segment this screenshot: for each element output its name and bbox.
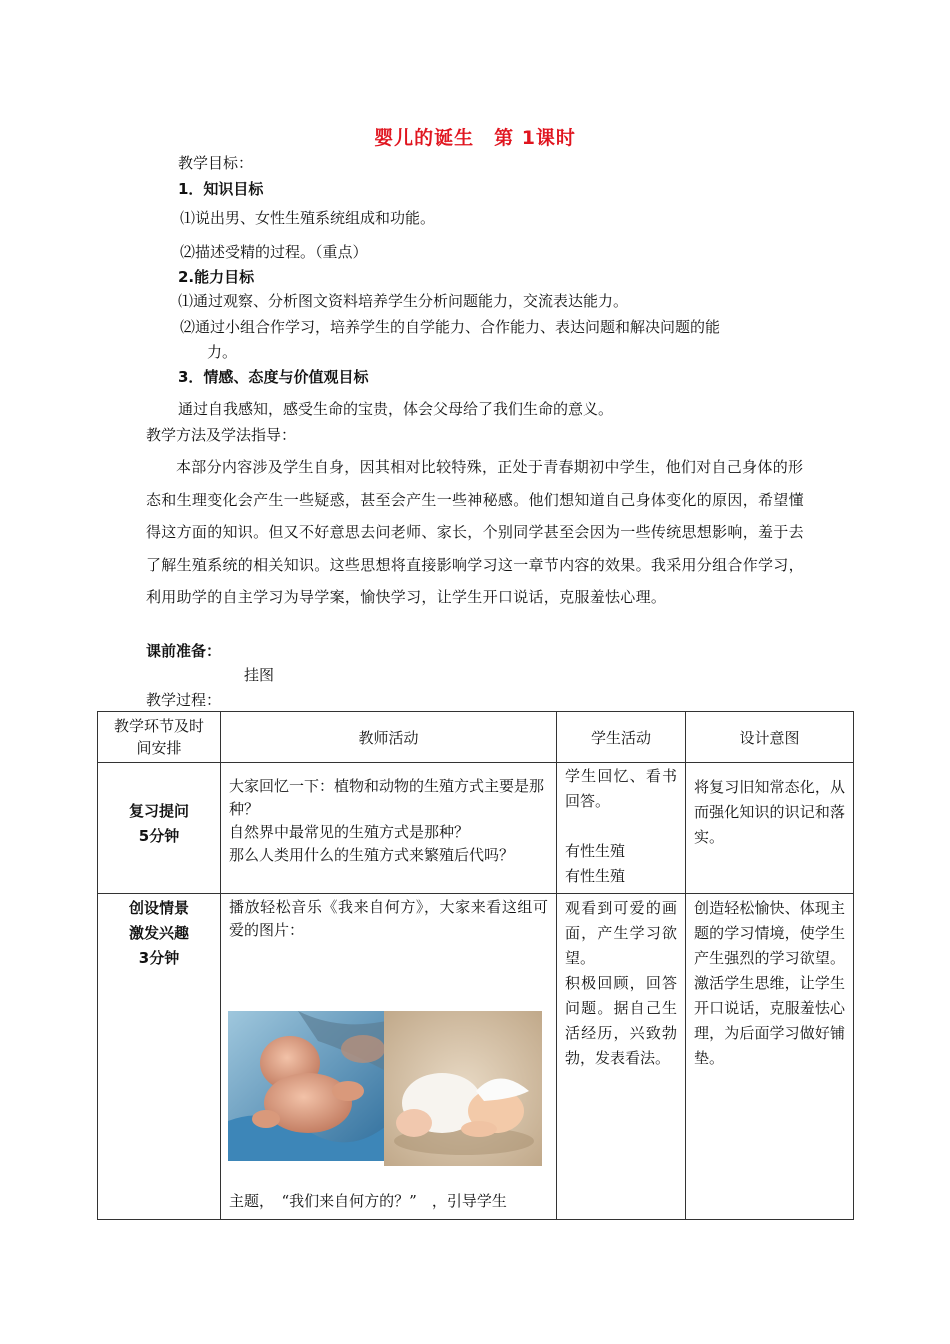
ability-item-1: ⑴通过观察、分析图文资料培养学生分析问题能力，交流表达能力。 — [178, 292, 629, 310]
student-line: 学生回忆、看书回答。 — [565, 767, 677, 810]
prep-text: 挂图 — [244, 666, 275, 684]
teacher-line: 大家回忆一下：植物和动物的生殖方式主要是那种？ — [229, 777, 545, 818]
student-line: 有性生殖 — [565, 867, 626, 885]
header-stage: 教学环节及时间安排 — [98, 712, 221, 763]
knowledge-item-1: ⑴说出男、女性生殖系统组成和功能。 — [180, 209, 436, 227]
stage-label: 激发兴趣 — [128, 924, 189, 942]
student-line: 有性生殖 — [565, 842, 626, 860]
student-line: 观看到可爱的画面，产生学习欲望。 — [565, 899, 677, 967]
stage-label: 复习提问 — [128, 802, 189, 820]
teacher-line: 那么人类用什么的生殖方式来繁殖后代吗？ — [229, 846, 515, 864]
teacher-cell — [221, 763, 557, 894]
header-student: 学生活动 — [557, 712, 686, 763]
sleeping-baby-photo — [384, 1011, 542, 1166]
page-title: 婴儿的诞生 第 1课时 — [374, 127, 576, 149]
process-heading: 教学过程： — [146, 691, 222, 709]
method-paragraph: 本部分内容涉及学生自身，因其相对比较特殊，正处于青春期初中学生，他们对自己身体的形态和生理变化会产生一些疑惑，甚至会产生一些神秘感。他们想知道自己身体变化的原因，希望懂得这方面的知识。但又不好意思去问老师、家长，个别同学甚至会因为一些传统思想影响，羞于去了解生殖系统的相关知识。这些思想将直接影响学习这一章节内容的效果。我采用分组合作学习，利用助学的自主学习为导学案，愉快学习，让学生开口说话，克服羞怯心理。 — [146, 458, 804, 606]
stage-time: 5分钟 — [138, 827, 180, 845]
prep-heading: 课前准备： — [146, 642, 222, 660]
teacher-line: 自然界中最常见的生殖方式是那种？ — [229, 823, 470, 841]
teacher-line: 播放轻松音乐《我来自何方》，大家来看这组可爱的图片： — [229, 898, 548, 939]
newborn-baby-photo — [228, 1011, 386, 1161]
intent-text: 创造轻松愉快、体现主题的学习情境，使学生产生强烈的学习欲望。激活学生思维，让学生开口说话，克服羞怯心理，为后面学习做好铺垫。 — [694, 899, 845, 1067]
teacher-line: 主题， “我们来自何方的？” ，引导学生 — [229, 1192, 507, 1210]
intent-cell — [686, 763, 854, 894]
ability-item-2: ⑵通过小组合作学习，培养学生的自学能力、合作能力、表达问题和解决问题的能 — [180, 318, 721, 336]
stage-label: 创设情景 — [128, 899, 189, 917]
stage-cell — [98, 894, 221, 1220]
knowledge-heading: 1．知识目标 — [178, 180, 264, 198]
student-spacer — [565, 814, 677, 839]
stage-cell — [98, 763, 221, 894]
table-row — [98, 763, 854, 894]
intent-cell — [686, 894, 854, 1220]
method-heading: 教学方法及学法指导： — [146, 426, 297, 444]
student-line: 积极回顾，回答问题。据自己生活经历，兴致勃勃，发表看法。 — [565, 974, 677, 1067]
student-cell — [557, 763, 686, 894]
header-teacher: 教师活动 — [221, 712, 557, 763]
intent-text: 将复习旧知常态化，从而强化知识的识记和落实。 — [694, 778, 845, 846]
ability-heading: 2.能力目标 — [178, 268, 255, 286]
student-cell — [557, 894, 686, 1220]
stage-time: 3分钟 — [138, 949, 180, 967]
header-intent: 设计意图 — [686, 712, 854, 763]
emotion-text: 通过自我感知，感受生命的宝贵，体会父母给了我们生命的意义。 — [178, 400, 614, 418]
objectives-heading: 教学目标： — [178, 154, 254, 172]
knowledge-item-2: ⑵描述受精的过程。（重点） — [180, 243, 368, 261]
emotion-heading: 3．情感、态度与价值观目标 — [178, 368, 369, 386]
ability-item-2-cont: 力。 — [207, 343, 238, 361]
table-header-row — [98, 712, 854, 763]
